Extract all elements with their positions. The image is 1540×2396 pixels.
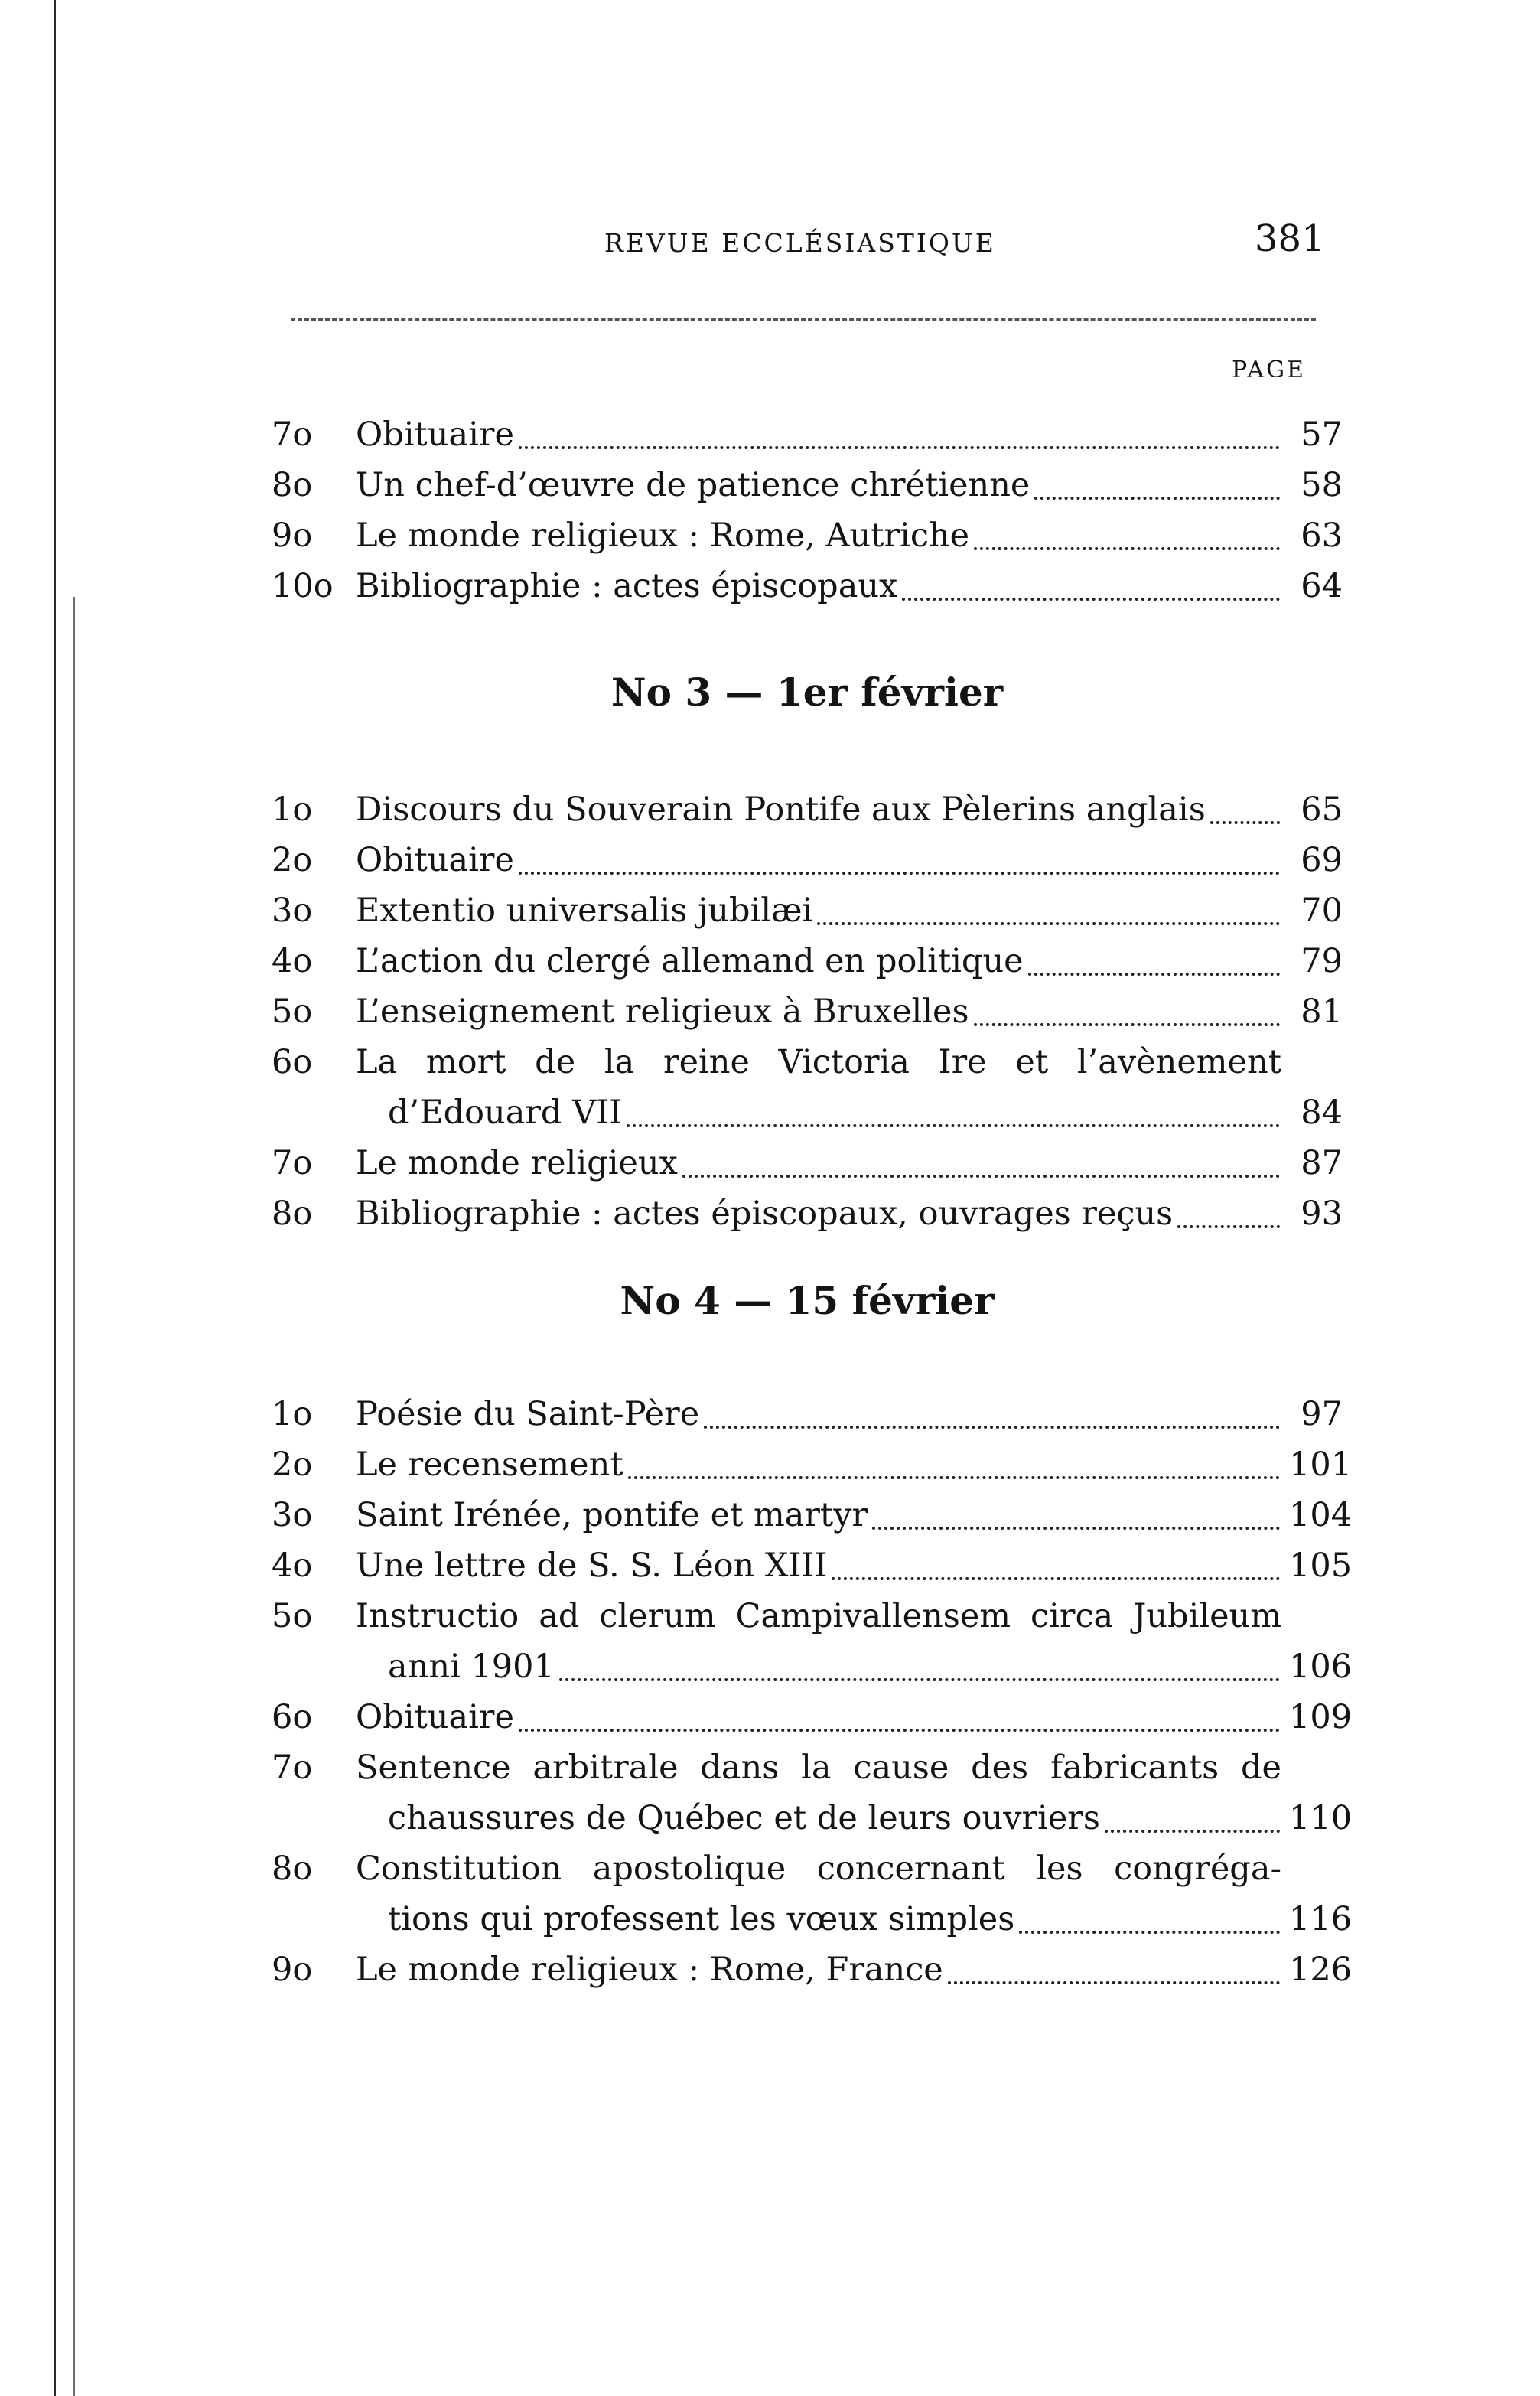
dot-leader — [1105, 1830, 1280, 1833]
toc-entry — [272, 1439, 1353, 1490]
entry-number: 9o — [272, 1951, 313, 1989]
entry-number: 1o — [272, 1395, 313, 1433]
toc-entry — [272, 1389, 1343, 1439]
toc-entry — [272, 409, 1343, 460]
dot-leader — [1019, 1931, 1280, 1934]
entry-title: L’enseignement religieux à Bruxelles — [356, 993, 969, 1031]
page-column-label: PAGE — [1232, 357, 1306, 383]
dot-leader — [519, 1729, 1280, 1732]
entry-page: 105 — [1289, 1547, 1353, 1585]
entry-page: 58 — [1301, 466, 1343, 504]
entry-number: 7o — [272, 1144, 313, 1182]
entry-number: 5o — [272, 993, 313, 1031]
entry-number: 1o — [272, 791, 313, 829]
entry-title: Bibliographie : actes épiscopaux — [356, 567, 898, 605]
entry-title: Une lettre de S. S. Léon XIII — [356, 1547, 828, 1585]
entry-page: 70 — [1301, 892, 1343, 930]
toc-section-no3 — [272, 784, 1343, 1239]
toc-section-no4 — [272, 1389, 1353, 1995]
dot-leader — [948, 1981, 1280, 1984]
entry-number: 10o — [272, 567, 334, 605]
entry-page: 106 — [1289, 1648, 1353, 1686]
entry-title: Sentence arbitrale dans la cause des fabricants de — [356, 1749, 1281, 1787]
entry-number: 3o — [272, 892, 313, 930]
entry-page: 109 — [1289, 1698, 1353, 1736]
entry-title: Obituaire — [356, 416, 514, 454]
entry-page: 57 — [1301, 416, 1343, 454]
toc-entry-continuation — [272, 1641, 1353, 1692]
toc-entry — [272, 1138, 1343, 1188]
toc-entry — [272, 510, 1343, 561]
entry-number: 5o — [272, 1597, 313, 1635]
toc-entry — [272, 1692, 1353, 1742]
entry-title: Le monde religieux — [356, 1144, 678, 1182]
toc-entry — [272, 1490, 1353, 1540]
dot-leader — [682, 1175, 1280, 1178]
entry-title: L’action du clergé allemand en politique — [356, 942, 1024, 980]
entry-title-continuation: tions qui professent les vœux simples — [388, 1900, 1015, 1938]
entry-title-continuation: anni 1901 — [388, 1648, 555, 1686]
toc-entry — [272, 936, 1343, 986]
dot-leader — [704, 1426, 1280, 1429]
toc-entry — [272, 835, 1343, 885]
entry-page: 101 — [1289, 1446, 1353, 1484]
entry-page: 93 — [1301, 1195, 1343, 1233]
toc-entry-continuation — [272, 1087, 1343, 1138]
section-heading-no3: No 3 — 1er février — [610, 670, 1004, 715]
toc-entry-continuation — [272, 1894, 1353, 1945]
entry-title: Saint Irénée, pontife et martyr — [356, 1496, 868, 1534]
entry-page: 104 — [1289, 1496, 1353, 1534]
section-heading-no4: No 4 — 15 février — [620, 1278, 995, 1323]
entry-number: 7o — [272, 416, 313, 454]
toc-entry — [272, 1037, 1343, 1087]
entry-page: 97 — [1301, 1395, 1343, 1433]
toc-entry — [272, 986, 1343, 1037]
entry-number: 8o — [272, 1195, 313, 1233]
header-rule — [291, 318, 1316, 321]
toc-entry — [272, 1591, 1343, 1641]
entry-title: Discours du Souverain Pontife aux Pèlerins anglais — [356, 791, 1206, 829]
binding-edge-line — [54, 0, 56, 2396]
entry-title: Le monde religieux : Rome, Autriche — [356, 517, 970, 555]
entry-title-continuation: d’Edouard VII — [388, 1094, 623, 1132]
entry-page: 84 — [1301, 1094, 1343, 1132]
toc-entry — [272, 460, 1343, 510]
entry-page: 87 — [1301, 1144, 1343, 1182]
dot-leader — [902, 598, 1280, 601]
entry-page: 65 — [1301, 791, 1343, 829]
entry-title: Constitution apostolique concernant les congréga- — [356, 1850, 1281, 1888]
toc-entry — [272, 1843, 1343, 1894]
entry-number: 6o — [272, 1698, 313, 1736]
entry-title: Le recensement — [356, 1446, 623, 1484]
entry-number: 9o — [272, 517, 313, 555]
toc-entry — [272, 885, 1343, 936]
entry-number: 6o — [272, 1043, 313, 1081]
dot-leader — [559, 1678, 1280, 1681]
binding-edge-line-inner — [73, 597, 75, 2396]
dot-leader — [628, 1476, 1280, 1479]
entry-title: Poésie du Saint-Père — [356, 1395, 700, 1433]
entry-number: 4o — [272, 1547, 313, 1585]
entry-title-continuation: chaussures de Québec et de leurs ouvriers — [388, 1799, 1100, 1837]
entry-page: 79 — [1301, 942, 1343, 980]
entry-page: 126 — [1289, 1951, 1353, 1989]
dot-leader — [1177, 1225, 1280, 1228]
entry-title: Un chef-d’œuvre de patience chrétienne — [356, 466, 1030, 504]
entry-page: 81 — [1301, 993, 1343, 1031]
running-title: REVUE ECCLÉSIASTIQUE — [604, 228, 996, 258]
toc-entry — [272, 1188, 1343, 1239]
toc-entry-continuation — [272, 1793, 1353, 1843]
toc-entry — [272, 784, 1343, 835]
dot-leader — [817, 922, 1280, 925]
entry-number: 8o — [272, 466, 313, 504]
toc-entry — [272, 1945, 1353, 1995]
entry-number: 4o — [272, 942, 313, 980]
entry-number: 7o — [272, 1749, 313, 1787]
entry-page: 63 — [1301, 517, 1343, 555]
dot-leader — [872, 1527, 1280, 1530]
entry-title: Obituaire — [356, 841, 514, 879]
entry-page: 69 — [1301, 841, 1343, 879]
dot-leader — [974, 547, 1280, 550]
entry-page: 116 — [1289, 1900, 1353, 1938]
entry-title: Bibliographie : actes épiscopaux, ouvrages reçus — [356, 1195, 1174, 1233]
entry-number: 8o — [272, 1850, 313, 1888]
entry-number: 2o — [272, 1446, 313, 1484]
toc-entry — [272, 1742, 1343, 1793]
toc-entry — [272, 1540, 1353, 1591]
toc-section-continued — [272, 409, 1343, 611]
entry-title: Extentio universalis jubilæi — [356, 892, 813, 930]
dot-leader — [974, 1023, 1280, 1026]
dot-leader — [832, 1577, 1280, 1580]
entry-title: Obituaire — [356, 1698, 514, 1736]
dot-leader — [519, 872, 1280, 875]
entry-page: 64 — [1301, 567, 1343, 605]
entry-title: Instructio ad clerum Campivallensem circa Jubileum — [356, 1597, 1281, 1635]
dot-leader — [1034, 497, 1280, 500]
entry-title: La mort de la reine Victoria Ire et l’avènement — [356, 1043, 1281, 1081]
dot-leader — [627, 1124, 1280, 1127]
dot-leader — [1210, 821, 1280, 824]
entry-page: 110 — [1289, 1799, 1353, 1837]
dot-leader — [1028, 973, 1280, 976]
dot-leader — [519, 446, 1280, 449]
entry-title: Le monde religieux : Rome, France — [356, 1951, 943, 1989]
entry-number: 3o — [272, 1496, 313, 1534]
toc-entry — [272, 561, 1343, 611]
entry-number: 2o — [272, 841, 313, 879]
page-number: 381 — [1255, 217, 1325, 260]
